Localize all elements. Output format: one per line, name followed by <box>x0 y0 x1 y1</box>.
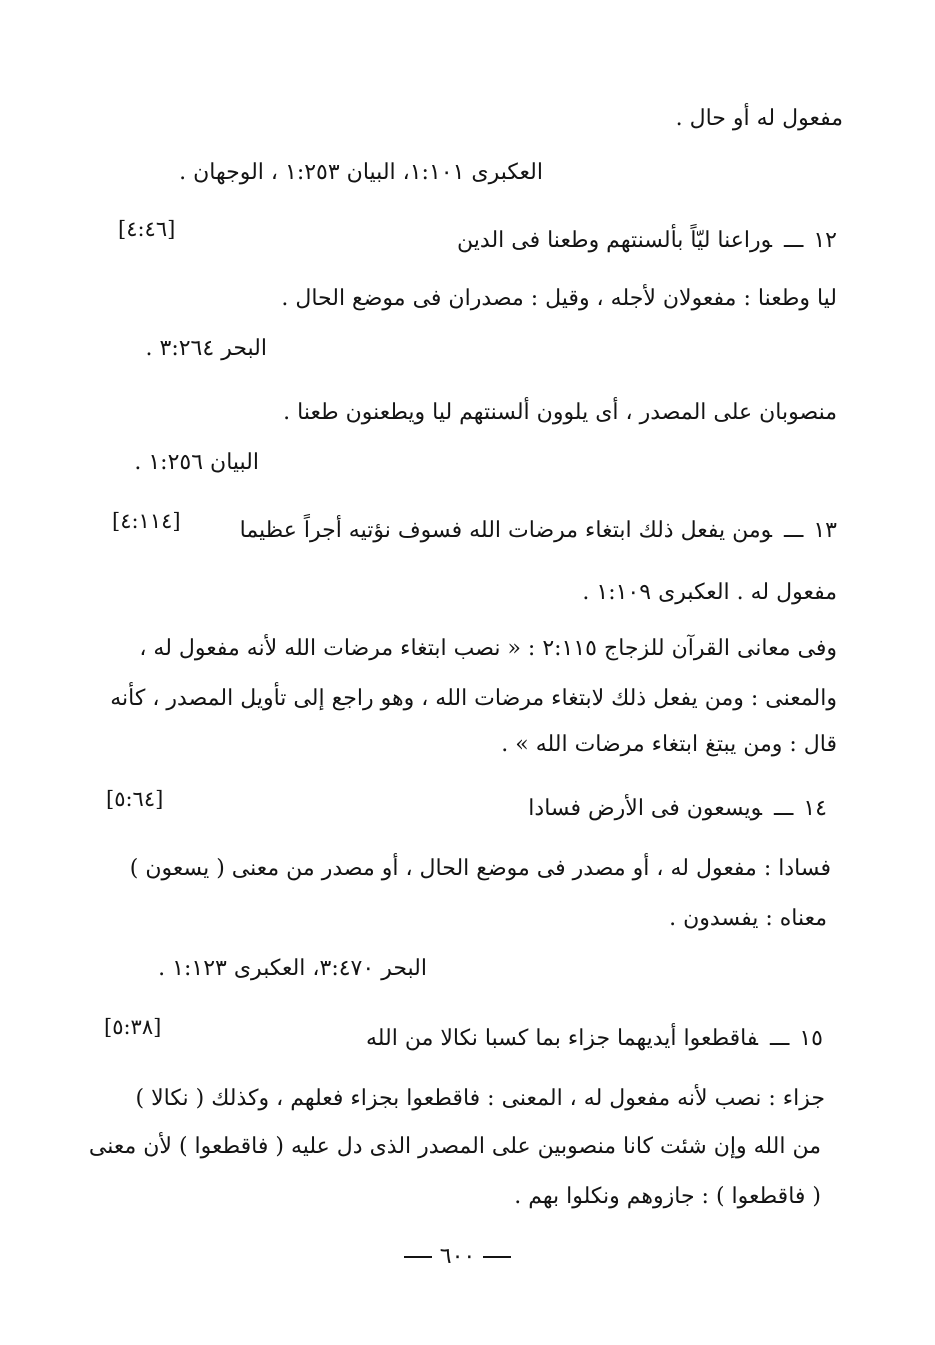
verse-text: وراعنا ليّاً بألسنتهم وطعنا فى الدين <box>457 228 773 253</box>
verse-citation: [٥:٣٨] <box>104 1015 162 1039</box>
text-line: مفعول له . العكبرى ١:١٠٩ . <box>582 580 837 605</box>
verse-15 <box>366 1024 823 1054</box>
verse-citation: [٤:٤٦] <box>118 217 176 241</box>
verse-dash: ـــ <box>784 228 804 253</box>
verse-text: ومن يفعل ذلك ابتغاء مرضات الله فسوف نؤتيه أجراً عظيما <box>239 518 773 543</box>
verse-citation: [٤:١١٤] <box>112 509 181 533</box>
text-line: مفعول له أو حال . <box>675 106 843 131</box>
verse-number: ١٣ <box>813 518 837 543</box>
text-line: قال : ومن يبتغ ابتغاء مرضات الله » . <box>501 732 837 757</box>
source-reference: البحر ٣:٤٧٠، العكبرى ١:١٢٣ . <box>158 956 427 981</box>
source-reference: البحر ٣:٢٦٤ . <box>145 336 267 361</box>
verse-number: ١٢ <box>813 228 837 253</box>
text-line: معناه : يفسدون . <box>669 906 827 931</box>
page-number <box>395 1242 520 1272</box>
text-line: وفى معانى القرآن للزجاج ٢:١١٥ : « نصب ابتغاء مرضات الله لأنه مفعول له ، <box>139 636 837 661</box>
verse-citation: [٥:٦٤] <box>106 787 164 811</box>
text-line: فسادا : مفعول له ، أو مصدر فى موضع الحال ، أو مصدر من معنى ( يسعون ) <box>129 856 831 881</box>
verse-dash: ـــ <box>784 518 804 543</box>
verse-number: ١٤ <box>803 796 827 821</box>
text-line: ليا وطعنا : مفعولان لأجله ، وقيل : مصدران فى موضع الحال . <box>281 286 837 311</box>
verse-number: ١٥ <box>799 1026 823 1051</box>
verse-14 <box>528 794 827 824</box>
text-line: ( فاقطعوا ) : جازوهم ونكلوا بهم . <box>514 1184 821 1209</box>
dash-decoration <box>404 1256 432 1258</box>
source-reference: العكبرى ١:١٠١، البيان ١:٢٥٣ ، الوجهان . <box>179 160 543 185</box>
text-line: والمعنى : ومن يفعل ذلك لابتغاء مرضات الله ، وهو راجع إلى تأويل المصدر ، كأنه <box>110 686 837 711</box>
verse-12 <box>457 226 837 256</box>
verse-13 <box>240 516 837 546</box>
verse-dash: ـــ <box>770 1026 790 1051</box>
text-line: منصوبان على المصدر ، أى يلوون ألسنتهم ليا ويطعنون طعنا . <box>283 400 837 425</box>
source-reference: البيان ١:٢٥٦ . <box>134 450 259 475</box>
verse-text: فاقطعوا أيديهما جزاء بما كسبا نكالا من الله <box>365 1026 759 1051</box>
dash-decoration <box>483 1256 511 1258</box>
text-line: من الله وإن شئت كانا منصوبين على المصدر الذى دل عليه ( فاقطعوا ) لأن معنى <box>88 1134 821 1159</box>
verse-dash: ـــ <box>774 796 794 821</box>
page-number-text: ٦٠٠ <box>439 1244 476 1269</box>
text-line: جزاء : نصب لأنه مفعول له ، المعنى : فاقطعوا بجزاء فعلهم ، وكذلك ( نكالا ) <box>135 1086 825 1111</box>
verse-text: ويسعون فى الأرض فسادا <box>528 796 763 821</box>
